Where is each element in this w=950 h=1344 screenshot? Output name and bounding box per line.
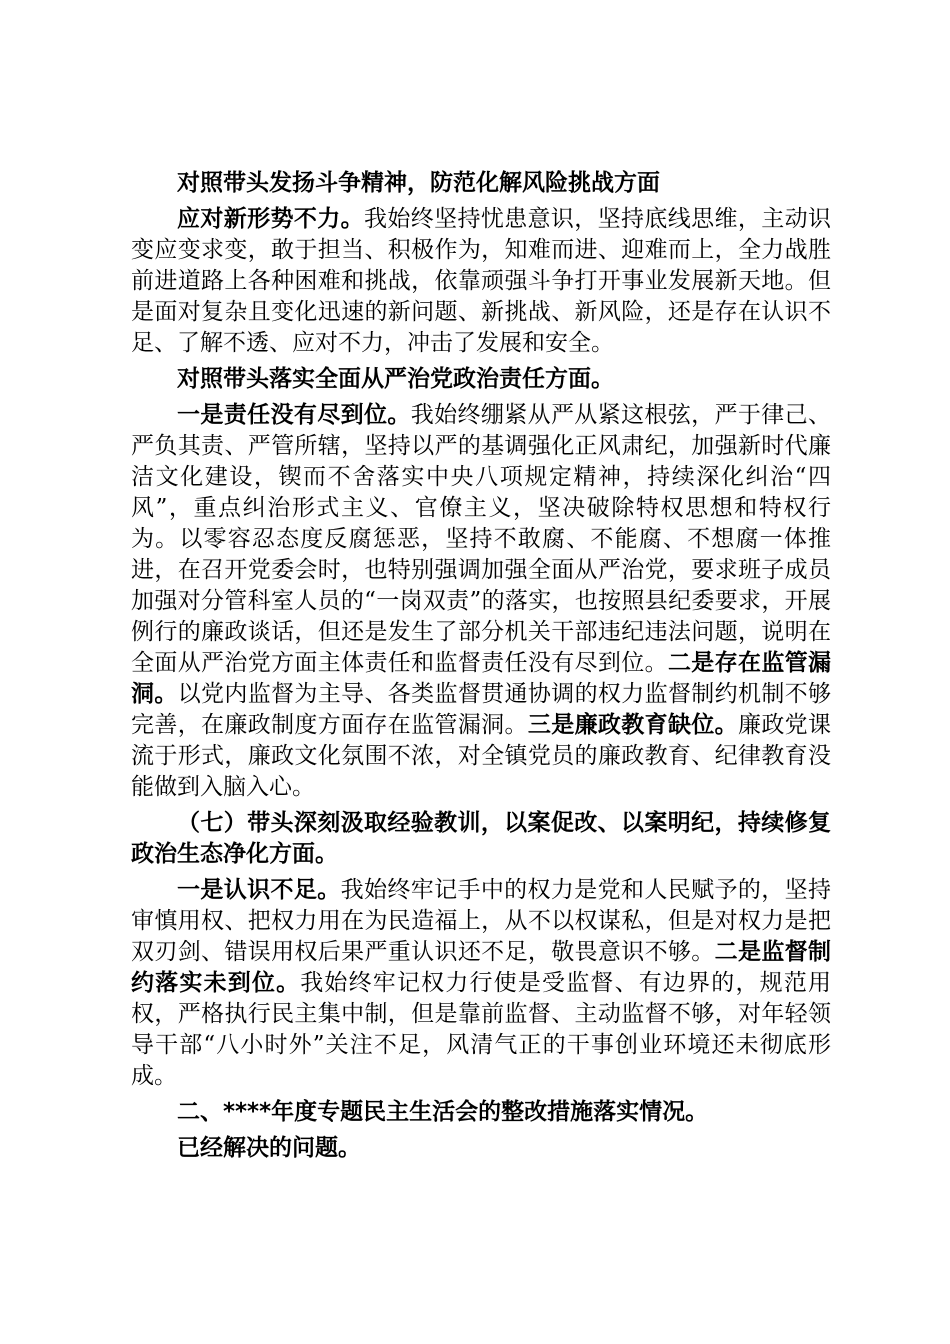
bold-lead-supervision-gap: 二是存在监管漏洞。	[131, 650, 832, 707]
section-heading-resolved: 已经解决的问题。	[177, 1135, 361, 1161]
paragraph-text-education: 廉政党课流于形式，廉政文化氛围不浓，对全镇党员的廉政教育、纪律教育没能做到入脑入心。	[131, 712, 832, 800]
section-heading-lessons: （七）带头深刻汲取经验教训，以案促改、以案明纪，持续修复政治生态净化方面。	[131, 810, 831, 867]
bold-lead-new-situation: 应对新形势不力。	[177, 206, 364, 232]
paragraph-new-situation	[131, 204, 831, 359]
paragraph-awareness	[131, 875, 831, 1092]
section-heading-rectification: 二、****年度专题民主生活会的整改措施落实情况。	[177, 1099, 709, 1125]
paragraph-text-oversight: 我始终牢记权力行使是受监督、有边界的，规范用权，严格执行民主集中制，但是靠前监督、主动监督不够，对年轻领导干部“八小时外”关注不足，风清气正的干事创业环境还未彻底形成。	[131, 970, 832, 1089]
document-page	[131, 168, 831, 1164]
paragraph-responsibility	[131, 400, 831, 803]
bold-lead-responsibility: 一是责任没有尽到位。	[177, 402, 411, 428]
section-heading-party-discipline: 对照带头落实全面从严治党政治责任方面。	[177, 366, 614, 392]
bold-lead-education: 三是廉政教育缺位。	[527, 712, 738, 738]
paragraph-text-supervision-gap: 以党内监督为主导、各类监督贯通协调的权力监督制约机制不够完善，在廉政制度方面存在监管漏洞。	[131, 681, 832, 738]
section-heading-struggle: 对照带头发扬斗争精神，防范化解风险挑战方面	[177, 170, 660, 196]
bold-lead-awareness: 一是认识不足。	[177, 877, 341, 903]
paragraph-text-new-situation: 我始终坚持忧患意识，坚持底线思维，主动识变应变求变，敢于担当、积极作为，知难而进、迎难而上，全力战胜前进道路上各种困难和挑战，依靠顽强斗争打开事业发展新天地。但是面对复杂且变化迅速的新问题、新挑战、新风险，还是存在认识不足、了解不透、应对不力，冲击了发展和安全。	[131, 206, 832, 356]
paragraph-text-awareness: 我始终牢记手中的权力是党和人民赋予的，坚持审慎用权、把权力用在为民造福上，从不以权谋私，但是对权力是把双刃剑、错误用权后果严重认识还不足，敬畏意识不够。	[131, 877, 832, 965]
bold-lead-oversight: 二是监督制约落实未到位。	[131, 939, 832, 996]
paragraph-text-responsibility: 我始终绷紧从严从紧这根弦，严于律己、严负其责、严管所辖，坚持以严的基调强化正风肃纪，加强新时代廉洁文化建设，锲而不舍落实中央八项规定精神，持续深化纠治“四风”，重点纠治形式主义、官僚主义，坚决破除特权思想和特权行为。以零容忍态度反腐惩恶，坚持不敢腐、不能腐、不想腐一体推进，在召开党委会时，也特别强调加强全面从严治党，要求班子成员加强对分管科室人员的“一岗双责”的落实，也按照县纪委要求，开展例行的廉政谈话，但还是发生了部分机关干部违纪违法问题，说明在全面从严治党方面主体责任和监督责任没有尽到位。	[131, 402, 832, 676]
